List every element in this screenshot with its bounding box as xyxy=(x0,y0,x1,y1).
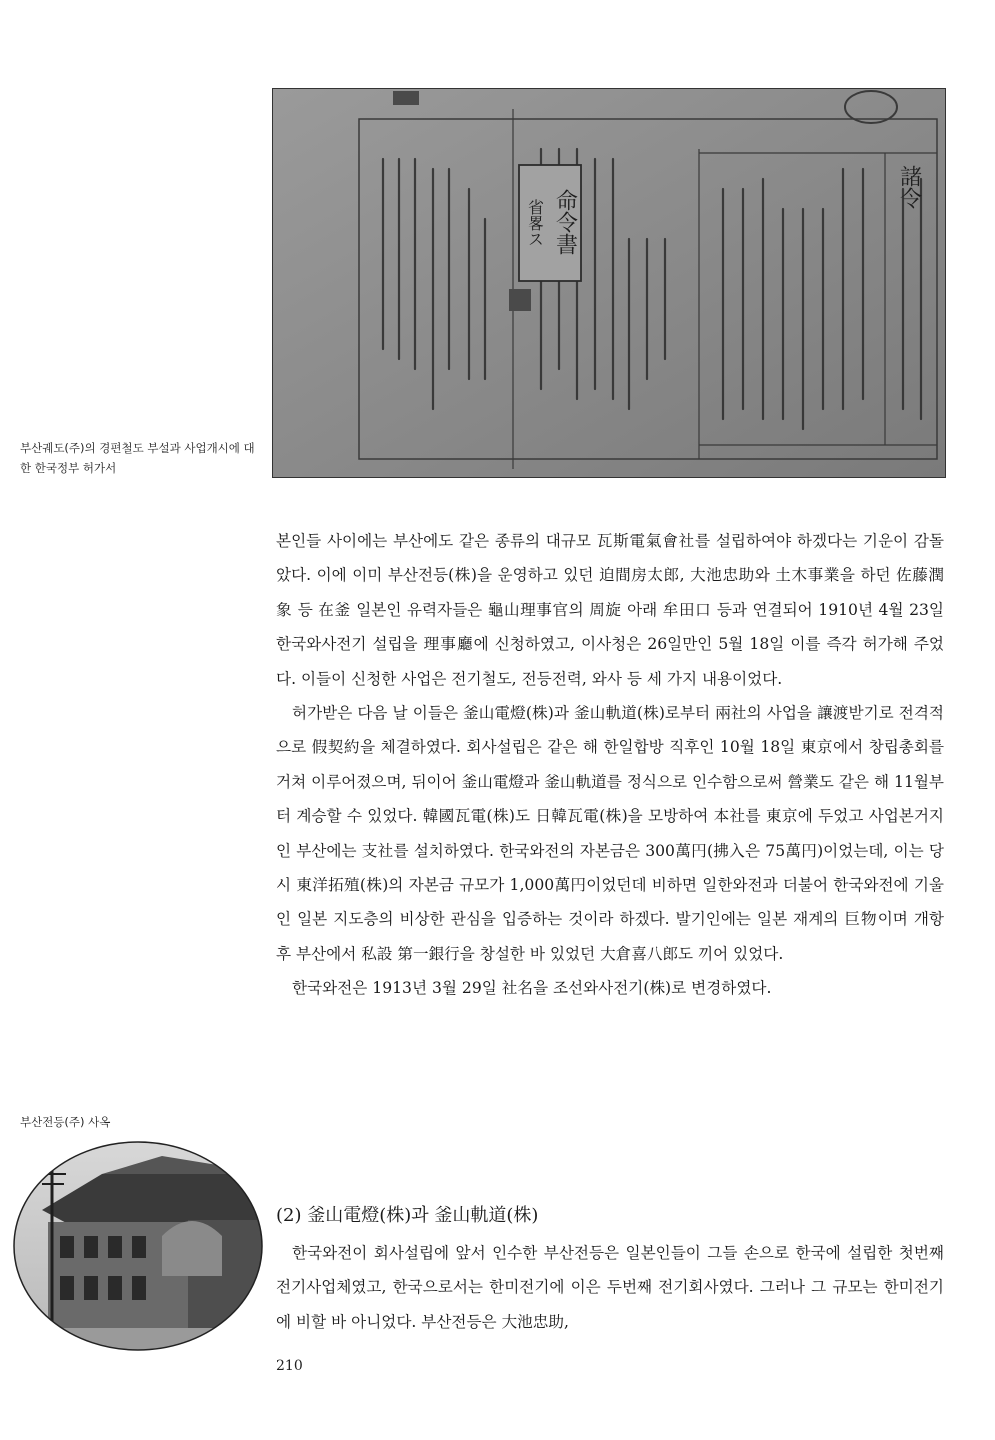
permit-document-photo xyxy=(272,88,946,478)
document-box-title: 命令書 xyxy=(552,189,578,255)
building-photo-caption: 부산전등(주) 사옥 xyxy=(20,1115,111,1129)
paragraph-3: 한국와전은 1913년 3월 29일 社名을 조선와사전기(株)로 변경하였다. xyxy=(292,979,772,998)
section-body-text xyxy=(276,1236,944,1339)
section-title: (2) 釜山電燈(株)과 釜山軌道(株) xyxy=(276,1205,539,1226)
paragraph-2: 허가받은 다음 날 이들은 釜山電燈(株)과 釜山軌道(株)로부터 兩社의 사업을 讓渡받기로 전격적으로 假契約을 체결하였다. 회사설립은 같은 해 한일합방 직후인 10월 18일 東京에서 창립총회를 거쳐 이루어졌으며, 뒤이어 釜山電燈과 釜山軌道를 정식으로 인수함으로써 營業도 같은 해 11월부터 계승할 수 있었다. 韓國瓦電(株)도 日韓瓦電(株)을 모방하여 本社를 東京에 두었고 사업본거지인 부산에는 支社를 설치하였다. 한국와전의 자본금은 300萬円(拂入은 75萬円)이었는데, 이는 당시 東洋拓殖(株)의 자본금 규모가 1,000萬円이었던데 비하면 일한와전과 더불어 한국와전에 기울인 일본 지도층의 비상한 관심을 입증하는 것이라 하겠다. 발기인에는 일본 재계의 巨物이며 개항 후 부산에서 私設 第一銀行을 창설한 바 있었던 大倉喜八郎도 끼어 있었다. xyxy=(276,704,944,963)
body-text xyxy=(276,524,944,1006)
building-photo xyxy=(12,1140,264,1352)
document-box-sub: 省畧ス xyxy=(525,199,545,247)
paragraph-1: 본인들 사이에는 부산에도 같은 종류의 대규모 瓦斯電氣會社를 설립하여야 하겠다는 기운이 감돌았다. 이에 이미 부산전등(株)을 운영하고 있던 迫間房太郎, 大池忠助와 土木事業을 하던 佐藤潤象 등 在釜 일본인 유력자들은 龜山理事官의 周旋 아래 牟田口 등과 연결되어 1910년 4월 23일 한국와사전기 설립을 理事廳에 신청하였고, 이사청은 26일만인 5월 18일 이를 즉각 허가해 주었다. 이들이 신청한 사업은 전기철도, 전등전력, 와사 등 세 가지 내용이었다. xyxy=(276,532,944,688)
page-number: 210 xyxy=(276,1358,303,1374)
document-heading: 諸令 xyxy=(896,165,922,209)
permit-photo-caption: 부산궤도(주)의 경편철도 부설과 사업개시에 대한 한국정부 허가서 xyxy=(20,441,255,475)
section-paragraph-1: 한국와전이 회사설립에 앞서 인수한 부산전등은 일본인들이 그들 손으로 한국에 설립한 첫번째 전기사업체였고, 한국으로서는 한미전기에 이은 두번째 전기회사였다. 그러나 그 규모는 한미전기에 비할 바 아니었다. 부산전등은 大池忠助, xyxy=(276,1244,944,1331)
